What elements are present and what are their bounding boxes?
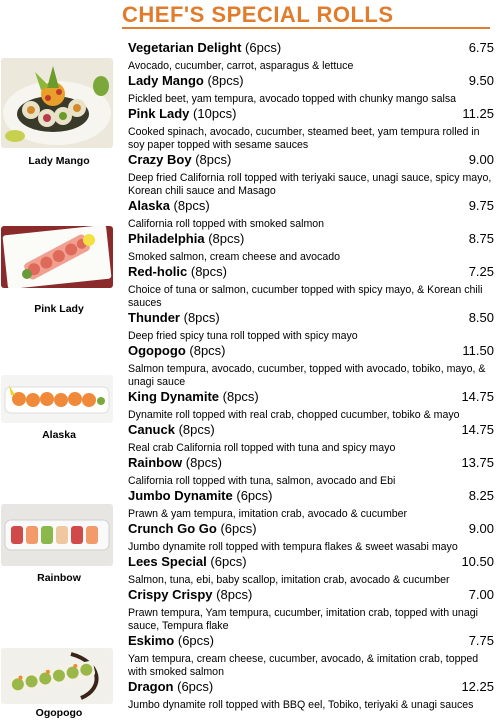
menu-item — [128, 310, 494, 343]
item-description: Deep fried California roll topped with teriyaki sauce, unagi sauce, spicy mayo, Korean chili sauce and Masago — [128, 172, 492, 197]
item-name: Lees Special (6pcs) — [128, 554, 247, 569]
item-description: Prawn & yam tempura, imitation crab, avocado & cucumber — [128, 508, 408, 520]
item-description: Salmon tempura, avocado, cucumber, topped with avocado, tobiko, mayo, & unagi sauce — [128, 363, 486, 388]
item-price: 14.75 — [461, 422, 494, 437]
item-description: Avocado, cucumber, carrot, asparagus & lettuce — [128, 60, 354, 72]
menu-item — [128, 40, 494, 73]
item-price: 9.75 — [468, 198, 494, 213]
menu-list — [128, 40, 494, 712]
item-description: Jumbo dynamite roll topped with tempura flakes & sweet wasabi mayo — [128, 541, 458, 553]
lady-mango-caption: Lady Mango — [28, 155, 90, 167]
item-price: 8.75 — [468, 231, 494, 246]
item-price: 8.50 — [468, 310, 494, 325]
menu-item — [128, 455, 494, 488]
ogopogo-photo — [1, 648, 113, 704]
item-price: 14.75 — [461, 389, 494, 404]
menu-item — [128, 521, 494, 554]
item-price: 11.25 — [462, 106, 494, 121]
item-name: Dragon (6pcs) — [128, 679, 214, 694]
menu-item — [128, 231, 494, 264]
item-price: 7.25 — [468, 264, 494, 279]
alaska-caption: Alaska — [42, 429, 76, 441]
item-description: Cooked spinach, avocado, cucumber, steamed beet, yam tempura rolled in soy paper topped with sesame sauces — [128, 126, 480, 151]
item-price: 8.25 — [468, 488, 494, 503]
menu-item — [128, 73, 494, 106]
item-description: Real crab California roll topped with tuna and spicy mayo — [128, 442, 396, 454]
menu-item — [128, 488, 494, 521]
menu-item — [128, 264, 494, 310]
title-underline — [122, 27, 490, 29]
item-description: California roll topped with tuna, salmon, avocado and Ebi — [128, 475, 396, 487]
item-name: Philadelphia (8pcs) — [128, 231, 245, 246]
item-price: 7.75 — [468, 633, 494, 648]
item-price: 9.50 — [468, 73, 494, 88]
item-name: Alaska (8pcs) — [128, 198, 210, 213]
item-name: Crunch Go Go (6pcs) — [128, 521, 257, 536]
ogopogo-caption: Ogopogo — [35, 707, 83, 719]
menu-item — [128, 422, 494, 455]
item-description: Choice of tuna or salmon, cucumber topped with spicy mayo, & Korean chili sauces — [128, 284, 483, 309]
item-price: 13.75 — [461, 455, 494, 470]
alaska-photo — [1, 375, 113, 423]
menu-item — [128, 554, 494, 587]
item-description: Jumbo dynamite roll topped with BBQ eel, Tobiko, teriyaki & unagi sauces — [128, 699, 474, 711]
item-description: California roll topped with smoked salmon — [128, 218, 325, 230]
page-title: CHEF'S SPECIAL ROLLS — [122, 2, 394, 27]
menu-item — [128, 106, 494, 152]
item-name: Rainbow (8pcs) — [128, 455, 222, 470]
item-name: Thunder (8pcs) — [128, 310, 220, 325]
item-name: Crazy Boy (8pcs) — [128, 152, 232, 167]
item-name: Pink Lady (10pcs) — [128, 106, 237, 121]
item-name: King Dynamite (8pcs) — [128, 389, 259, 404]
item-description: Smoked salmon, cream cheese and avocado — [128, 251, 340, 263]
item-name: Red-holic (8pcs) — [128, 264, 227, 279]
item-description: Dynamite roll topped with real crab, chopped cucumber, tobiko & mayo — [128, 409, 460, 421]
menu-item — [128, 198, 494, 231]
item-name: Eskimo (6pcs) — [128, 633, 214, 648]
menu-item — [128, 679, 494, 712]
item-price: 9.00 — [468, 152, 494, 167]
item-name: Jumbo Dynamite (6pcs) — [128, 488, 273, 503]
item-price: 7.00 — [468, 587, 494, 602]
item-price: 11.50 — [462, 343, 494, 358]
item-name: Ogopogo (8pcs) — [128, 343, 226, 358]
menu-item — [128, 152, 494, 198]
menu-item — [128, 587, 494, 633]
item-description: Deep fried spicy tuna roll topped with spicy mayo — [128, 330, 358, 342]
item-name: Canuck (8pcs) — [128, 422, 215, 437]
rainbow-caption: Rainbow — [37, 572, 81, 584]
item-description: Salmon, tuna, ebi, baby scallop, imitation crab, avocado & cucumber — [128, 574, 450, 586]
item-price: 10.50 — [461, 554, 494, 569]
item-name: Vegetarian Delight (6pcs) — [128, 40, 282, 55]
pink-lady-caption: Pink Lady — [34, 303, 84, 315]
item-name: Crispy Crispy (8pcs) — [128, 587, 253, 602]
item-name: Lady Mango (8pcs) — [128, 73, 244, 88]
item-price: 12.25 — [461, 679, 494, 694]
rainbow-photo — [1, 504, 113, 566]
menu-item — [128, 343, 494, 389]
item-price: 9.00 — [468, 521, 494, 536]
item-description: Prawn tempura, Yam tempura, cucumber, imitation crab, topped with unagi sauce, Tempura flake — [128, 607, 478, 632]
item-price: 6.75 — [468, 40, 494, 55]
menu-item — [128, 633, 494, 679]
item-description: Pickled beet, yam tempura, avocado topped with chunky mango salsa — [128, 93, 457, 105]
lady-mango-photo — [1, 58, 113, 148]
menu-item — [128, 389, 494, 422]
pink-lady-photo — [1, 226, 113, 288]
item-description: Yam tempura, cream cheese, cucumber, avocado, & imitation crab, topped with smoked salmon — [128, 653, 479, 678]
